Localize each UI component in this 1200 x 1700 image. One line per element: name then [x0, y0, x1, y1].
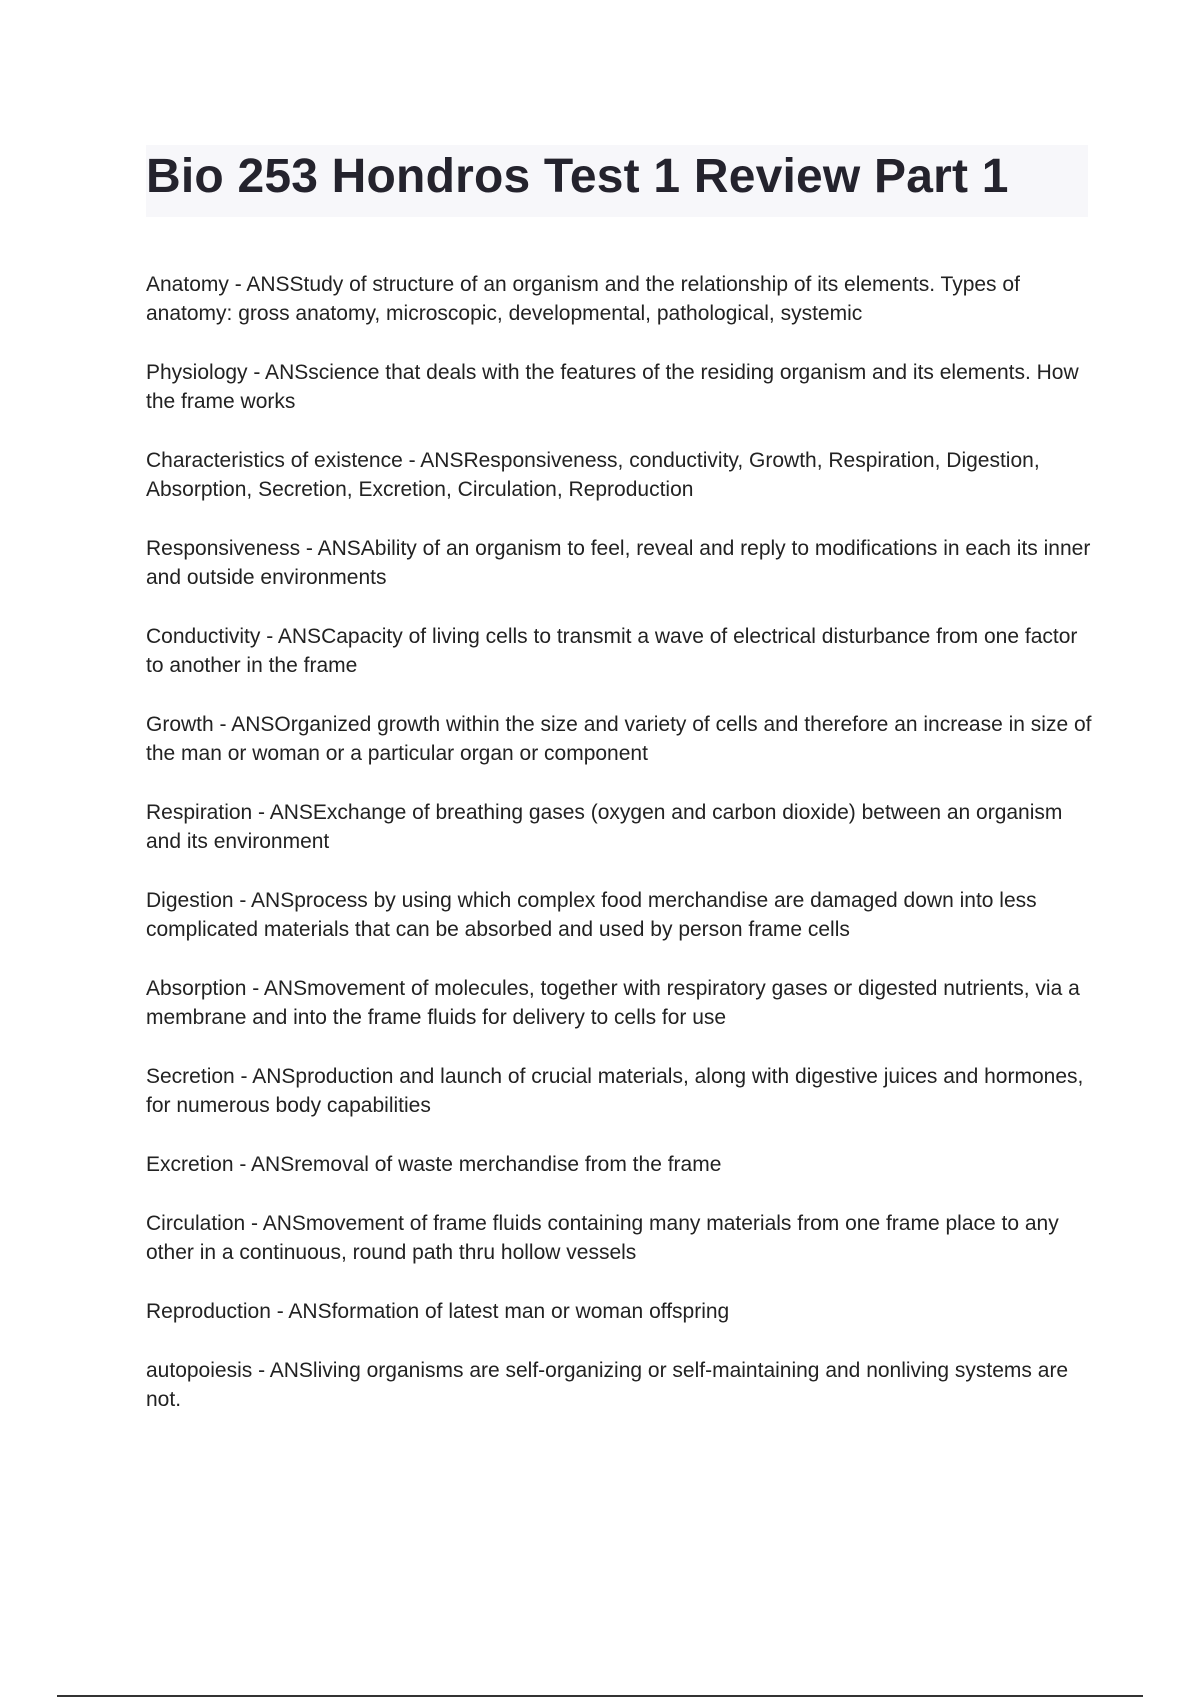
review-entries: [146, 270, 1096, 1444]
entry-physiology: Physiology - ANSscience that deals with the features of the residing organism and its elements. How the frame works: [146, 361, 1079, 413]
entry-reproduction: Reproduction - ANSformation of latest man or woman offspring: [146, 1300, 730, 1323]
entry-responsiveness: Responsiveness - ANSAbility of an organism to feel, reveal and reply to modifications in each its inner and outside environments: [146, 537, 1091, 589]
title-banner: [146, 145, 1088, 217]
entry-respiration: Respiration - ANSExchange of breathing gases (oxygen and carbon dioxide) between an organism and its environment: [146, 801, 1063, 853]
entry-excretion: Excretion - ANSremoval of waste merchandise from the frame: [146, 1153, 722, 1176]
entry-autopoiesis: autopoiesis - ANSliving organisms are self-organizing or self-maintaining and nonliving systems are not.: [146, 1359, 1069, 1411]
entry-digestion: Digestion - ANSprocess by using which complex food merchandise are damaged down into less complicated materials that can be absorbed and used by person frame cells: [146, 889, 1037, 941]
entry-secretion: Secretion - ANSproduction and launch of crucial materials, along with digestive juices and hormones, for numerous body capabilities: [146, 1065, 1084, 1117]
page-title: Bio 253 Hondros Test 1 Review Part 1: [146, 150, 1009, 203]
entry-circulation: Circulation - ANSmovement of frame fluids containing many materials from one frame place to any other in a continuous, round path thru hollow vessels: [146, 1212, 1059, 1264]
entry-characteristics-of-existence: Characteristics of existence - ANSResponsiveness, conductivity, Growth, Respiration, Digestion, Absorption, Secretion, Excretion, Circulation, Reproduction: [146, 449, 1040, 501]
entry-conductivity: Conductivity - ANSCapacity of living cells to transmit a wave of electrical disturbance from one factor to another in the frame: [146, 625, 1078, 677]
entry-growth: Growth - ANSOrganized growth within the size and variety of cells and therefore an increase in size of the man or woman or a particular organ or component: [146, 713, 1092, 765]
entry-absorption: Absorption - ANSmovement of molecules, together with respiratory gases or digested nutrients, via a membrane and into the frame fluids for delivery to cells for use: [146, 977, 1080, 1029]
entry-anatomy: Anatomy - ANSStudy of structure of an organism and the relationship of its elements. Types of anatomy: gross anatomy, microscopic, developmental, pathological, systemic: [146, 273, 1020, 325]
footer-divider: [57, 1695, 1143, 1697]
